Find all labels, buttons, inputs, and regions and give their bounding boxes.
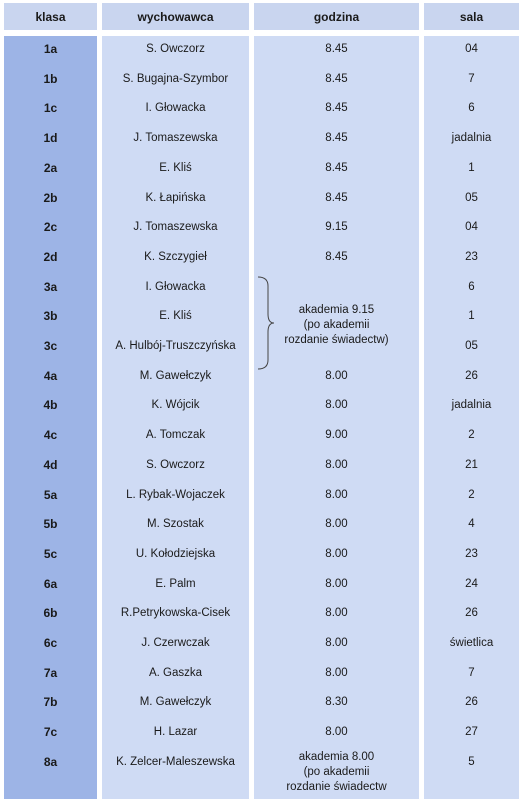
cell-wychowawca: H. Lazar: [153, 726, 198, 739]
header-godzina: godzina: [254, 3, 419, 30]
cell-wychowawca: S. Owczorz: [146, 458, 205, 471]
cell-klasa: 3a: [43, 279, 58, 294]
cell-klasa: 7a: [43, 665, 58, 680]
cell-godzina: 8.45: [325, 72, 348, 85]
cell-wychowawca: I. Głowacka: [145, 280, 206, 293]
cell-sala: świetlica: [449, 637, 494, 649]
cell-wychowawca: R.Petrykowska-Cisek: [120, 607, 231, 620]
cell-godzina: 8.00: [325, 607, 348, 620]
cell-klasa: 2c: [43, 220, 58, 235]
cell-sala: 1: [468, 161, 475, 174]
merged-godzina-8a: [254, 750, 419, 800]
cell-klasa: 5c: [43, 546, 58, 561]
cell-godzina: 8.45: [325, 102, 348, 115]
cell-godzina: 9.00: [325, 429, 348, 442]
merged-3abc-line-2: (po akademii: [303, 318, 370, 331]
cell-godzina: 8.00: [325, 637, 348, 649]
cell-sala: jadalnia: [451, 132, 492, 145]
cell-wychowawca: S. Bugajna-Szymbor: [122, 72, 229, 85]
cell-wychowawca: J. Tomaszewska: [133, 132, 218, 145]
cell-klasa: 1b: [43, 71, 58, 86]
cell-klasa: 1a: [43, 42, 58, 56]
cell-klasa: 8a: [43, 754, 58, 769]
cell-wychowawca: K. Zelcer-Maleszewska: [116, 755, 235, 768]
cell-klasa: 6b: [43, 606, 58, 621]
cell-wychowawca: K. Łapińska: [145, 191, 206, 204]
cell-sala: 7: [468, 72, 475, 85]
cell-sala: 21: [465, 458, 478, 471]
cell-sala: 4: [468, 518, 475, 531]
cell-klasa: 1d: [43, 131, 58, 146]
cell-godzina: 8.45: [325, 161, 348, 174]
cell-wychowawca: L. Rybak-Wojaczek: [126, 488, 225, 501]
cell-godzina: 8.00: [325, 547, 348, 560]
cell-klasa: 4a: [43, 368, 58, 383]
cell-sala: jadalnia: [451, 399, 492, 412]
merged-8a-line-2: (po akademii: [303, 766, 370, 778]
header-sala: sala: [424, 3, 519, 30]
cell-wychowawca: E. Palm: [155, 577, 196, 590]
cell-wychowawca: J. Tomaszewska: [133, 221, 218, 234]
cell-wychowawca: U. Kołodziejska: [135, 547, 216, 560]
cell-godzina: 8.00: [325, 577, 348, 590]
cell-klasa: 5a: [43, 487, 58, 502]
cell-wychowawca: K. Wójcik: [151, 399, 200, 412]
cell-godzina: 8.00: [325, 518, 348, 531]
column-klasa: [4, 36, 97, 799]
cell-sala: 7: [468, 666, 475, 679]
cell-wychowawca: A. Gaszka: [148, 666, 203, 679]
cell-klasa: 3c: [43, 339, 58, 353]
cell-sala: 04: [465, 43, 478, 55]
column-sala: [424, 36, 519, 799]
cell-klasa: 4b: [43, 398, 58, 413]
cell-sala: 2: [468, 429, 475, 442]
merged-3abc-line-3: rozdanie świadectw): [284, 333, 389, 346]
cell-sala: 05: [465, 340, 478, 352]
cell-godzina: 8.00: [325, 726, 348, 739]
cell-godzina: 8.45: [325, 132, 348, 145]
cell-godzina: 8.30: [325, 696, 348, 709]
column-godzina: [254, 36, 419, 799]
cell-godzina: 8.00: [325, 666, 348, 679]
cell-klasa: 7c: [43, 725, 58, 740]
cell-klasa: 6a: [43, 576, 58, 591]
cell-klasa: 2a: [43, 160, 58, 175]
cell-sala: 26: [465, 607, 478, 620]
cell-sala: 23: [465, 547, 478, 560]
cell-klasa: 1c: [43, 101, 58, 116]
cell-klasa: 4d: [43, 457, 58, 472]
cell-wychowawca: E. Kliś: [159, 161, 192, 174]
cell-sala: 05: [465, 191, 478, 204]
cell-klasa: 2d: [43, 249, 58, 264]
cell-godzina: 8.00: [325, 399, 348, 412]
cell-wychowawca: S. Owczorz: [146, 43, 205, 55]
cell-klasa: 2b: [43, 190, 58, 205]
cell-sala: 6: [468, 280, 475, 293]
cell-sala: 24: [465, 577, 478, 590]
cell-klasa: 7b: [43, 695, 58, 710]
header-klasa: klasa: [4, 3, 97, 30]
cell-sala: 6: [468, 102, 475, 115]
cell-godzina: 8.00: [325, 458, 348, 471]
cell-sala: 26: [465, 369, 478, 382]
header-wychowawca: wychowawca: [102, 3, 249, 30]
column-wychowawca: [102, 36, 249, 799]
merged-8a-line-1: akademia 8.00: [298, 751, 375, 763]
cell-wychowawca: K. Szczygieł: [144, 250, 207, 263]
cell-godzina: 9.15: [325, 221, 348, 234]
cell-wychowawca: J. Czerwczak: [141, 637, 210, 649]
cell-sala: 26: [465, 696, 478, 709]
merged-3abc-line-1: akademia 9.15: [298, 303, 375, 316]
cell-wychowawca: M. Gawełczyk: [139, 369, 212, 382]
cell-wychowawca: A. Hulbój-Truszczyńska: [115, 340, 236, 352]
cell-wychowawca: I. Głowacka: [145, 102, 206, 115]
cell-godzina: 8.45: [325, 191, 348, 204]
merged-godzina-3abc: [254, 282, 419, 368]
cell-klasa: 6c: [43, 636, 58, 650]
cell-klasa: 4c: [43, 428, 58, 443]
cell-wychowawca: M. Szostak: [147, 518, 204, 531]
cell-godzina: 8.00: [325, 488, 348, 501]
cell-klasa: 3b: [43, 309, 58, 324]
cell-sala: 04: [465, 221, 478, 234]
cell-godzina: 8.00: [325, 369, 348, 382]
cell-sala: 5: [468, 755, 475, 768]
cell-godzina: 8.45: [325, 43, 348, 55]
cell-wychowawca: M. Gawełczyk: [139, 696, 212, 709]
cell-sala: 27: [465, 726, 478, 739]
cell-sala: 1: [468, 310, 475, 323]
cell-godzina: 8.45: [325, 250, 348, 263]
cell-wychowawca: E. Kliś: [159, 310, 192, 323]
cell-sala: 2: [468, 488, 475, 501]
cell-sala: 23: [465, 250, 478, 263]
cell-wychowawca: A. Tomczak: [145, 429, 206, 442]
cell-klasa: 5b: [43, 517, 58, 532]
merged-8a-line-3: rozdanie świadectw: [286, 781, 387, 793]
curly-brace-icon: [256, 276, 276, 370]
